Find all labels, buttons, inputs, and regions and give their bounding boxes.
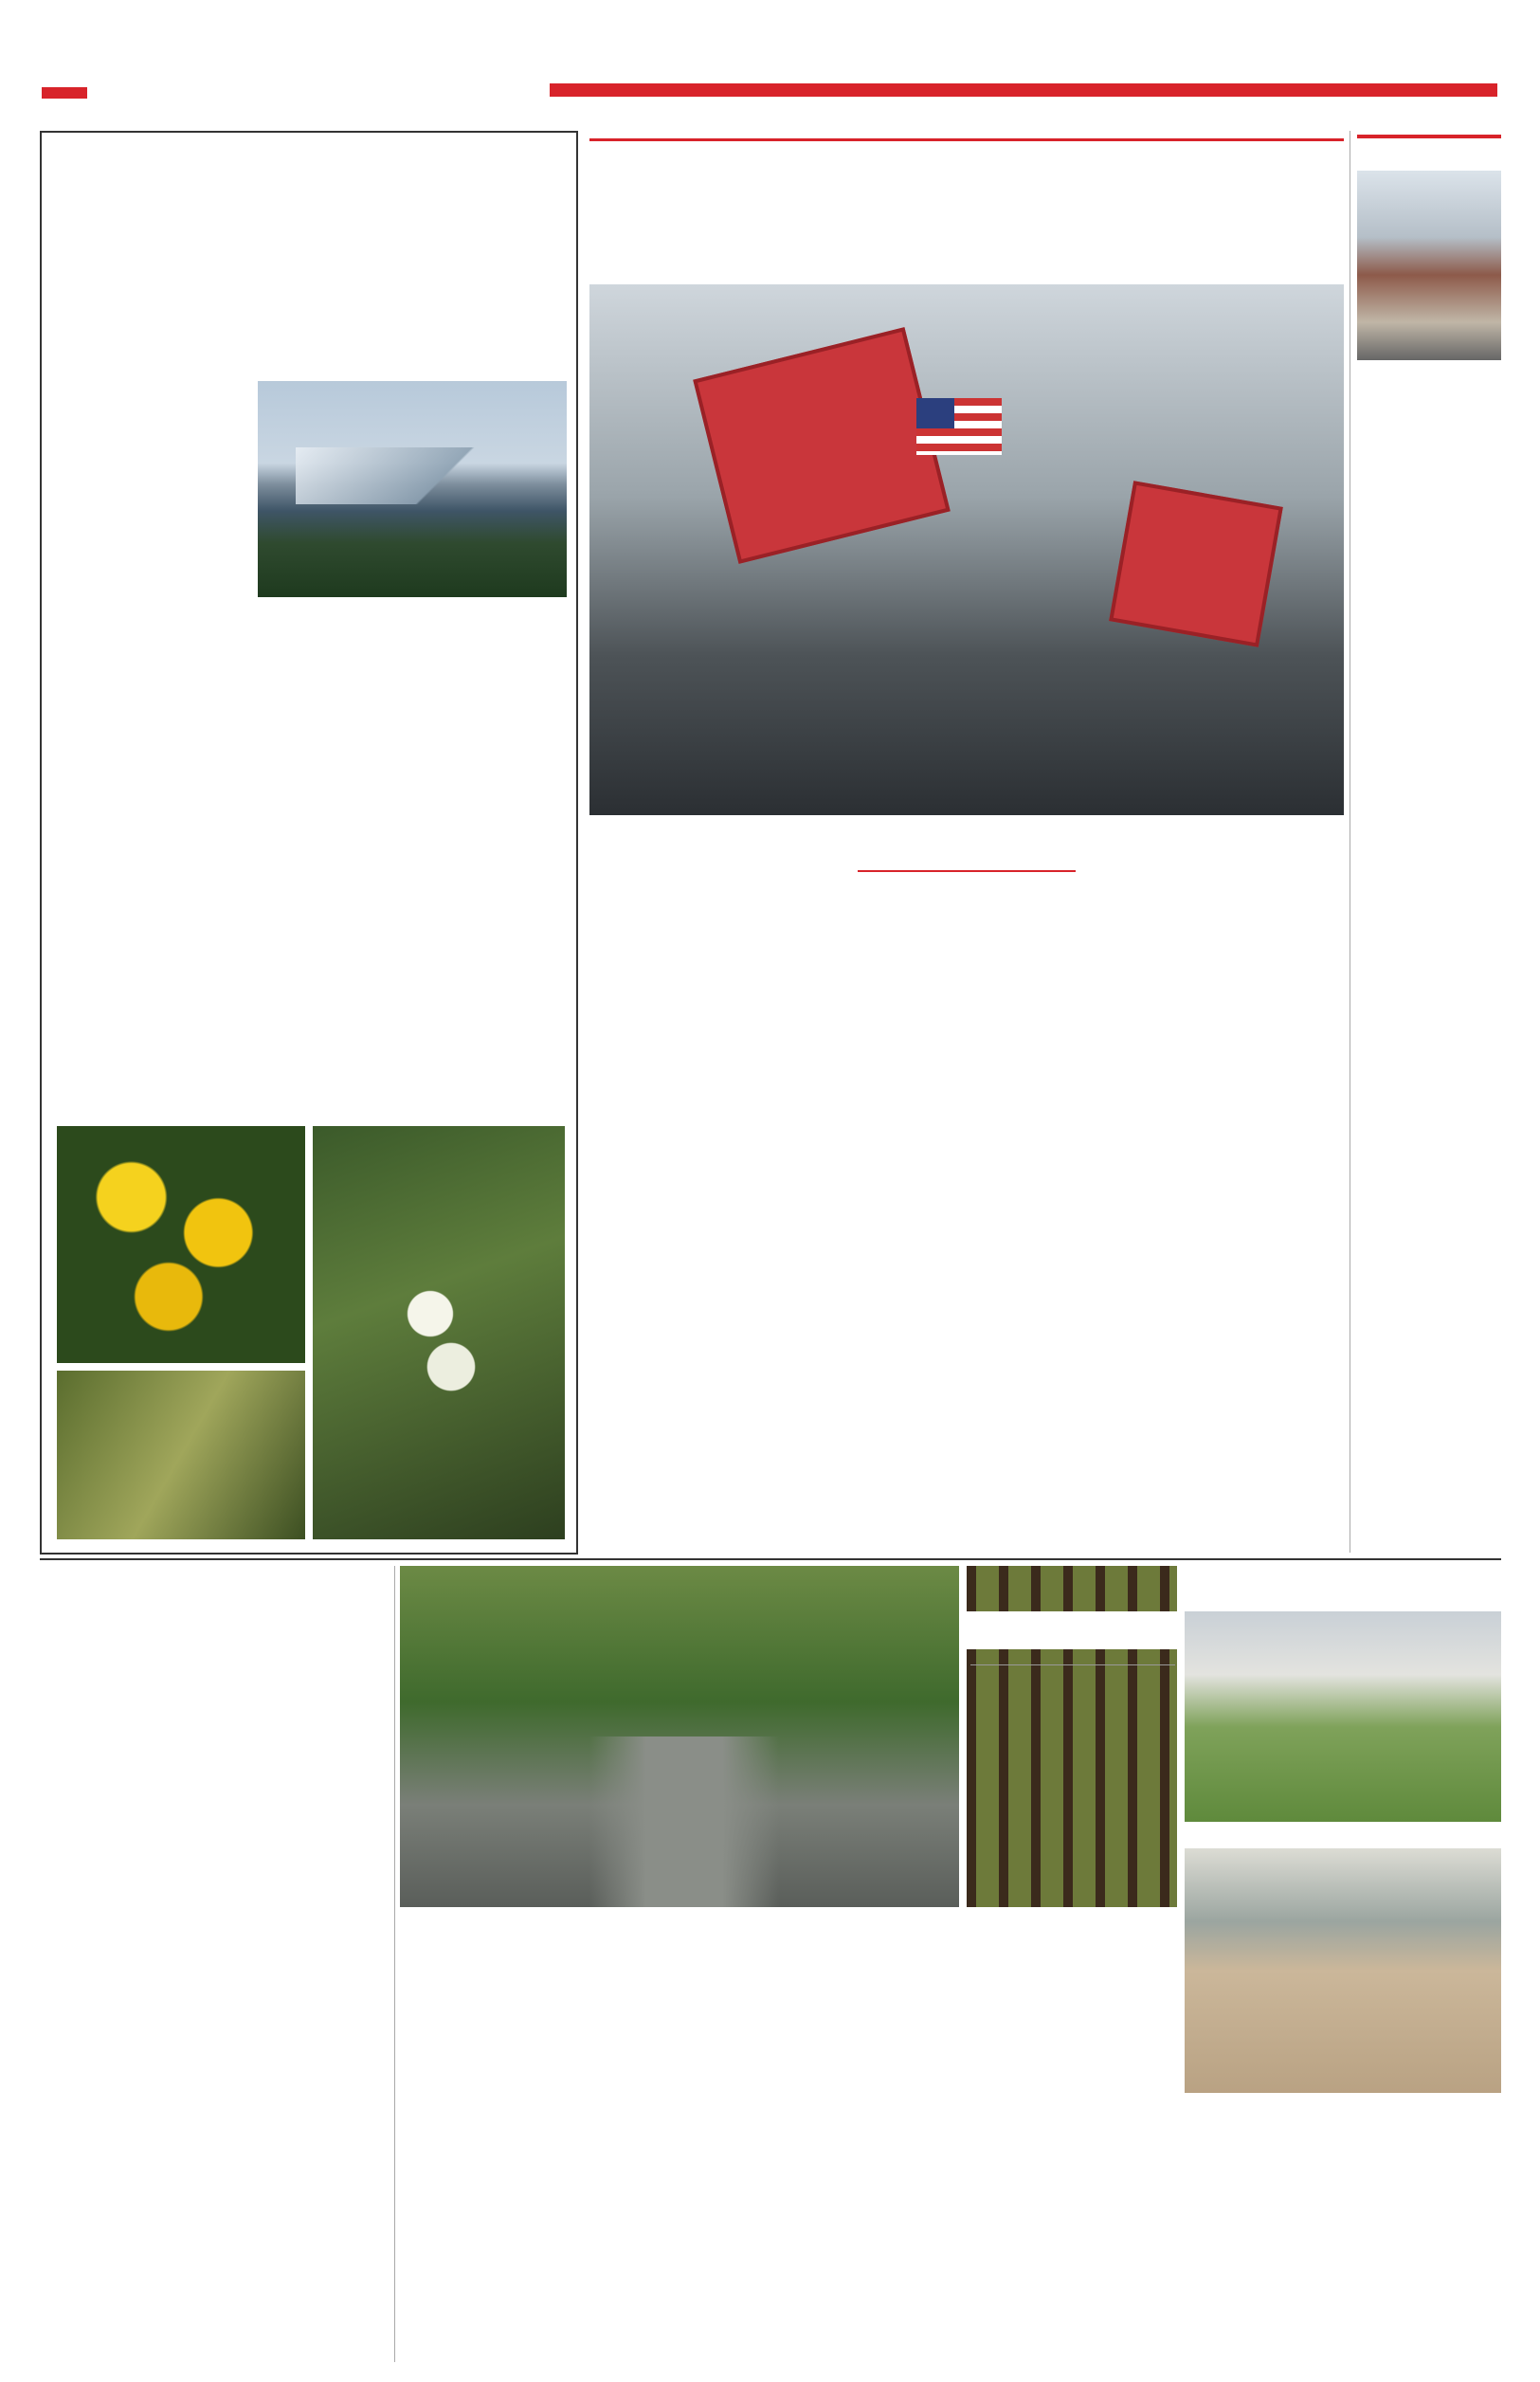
nepali-column-2 <box>656 2089 912 2358</box>
masthead <box>0 0 1540 123</box>
cricket-photo <box>1185 1611 1501 1822</box>
sign-text-bottom <box>719 420 923 471</box>
burdwan-station-photo <box>1357 171 1501 360</box>
orchid-photo <box>313 1126 565 1539</box>
usa-column-3 <box>1101 853 1344 1551</box>
section-divider <box>40 1558 1501 1560</box>
usa-byline <box>858 866 1076 872</box>
letter-2-body <box>1357 1052 1501 1393</box>
sports-body-1 <box>970 1695 1175 2112</box>
drone-column-2 <box>216 1769 390 2356</box>
hands-off-harvard-sign <box>693 327 951 564</box>
usa-column-2 <box>845 900 1094 1551</box>
sign2-text-mid <box>1125 552 1267 576</box>
kalimpong-landscape-photo <box>258 381 567 597</box>
sign2-text-top <box>1125 552 1267 576</box>
sign-text-mid <box>719 420 923 471</box>
travel-column-1 <box>57 381 250 1120</box>
sign-text-top <box>719 420 923 471</box>
letters-kicker <box>1357 131 1501 138</box>
hands-off-harvard-sign-2 <box>1109 481 1283 647</box>
letter-1-body <box>1357 489 1501 982</box>
us-flag-icon <box>916 398 1002 455</box>
football-photo <box>1185 1848 1501 2093</box>
masthead-red-bar-left <box>42 87 87 99</box>
sports-tab <box>967 1611 1177 1649</box>
harvard-protest-photo <box>589 284 1344 815</box>
masthead-red-bar-right <box>550 83 1497 97</box>
travel-article <box>40 131 578 1555</box>
nepali-column-3 <box>919 2089 1175 2358</box>
moss-plant-photo <box>57 1371 305 1539</box>
column-divider-2 <box>394 1566 395 2362</box>
sign2-text-bottom <box>1125 552 1267 576</box>
nepali-column-1 <box>400 2112 648 2358</box>
drone-column-1 <box>40 1769 208 2356</box>
usa-kicker <box>589 131 1344 141</box>
travel-column-3 <box>417 627 567 1120</box>
sports-sub-1 <box>970 1661 1175 1665</box>
travel-column-2 <box>258 627 409 1120</box>
yellow-flower-photo <box>57 1126 305 1363</box>
road-monsoon-photo <box>400 1566 959 1907</box>
usa-column-1 <box>589 853 838 1551</box>
